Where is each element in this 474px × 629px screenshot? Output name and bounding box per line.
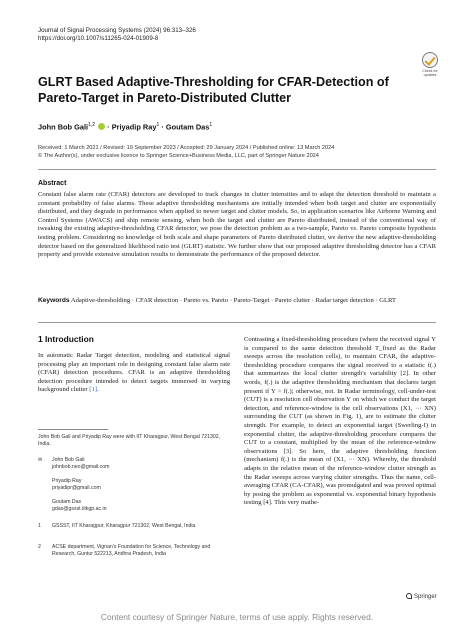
email-icon: ✉ (38, 457, 43, 463)
contact-email[interactable]: gdas@gssst.iitkgp.ac.in (52, 506, 107, 512)
intro-right-column (244, 336, 436, 508)
abstract-text: Constant false alarm rate (CFAR) detectors are developed to track changes in clutter intensities and to adapt the detection threshold to maintain a constant probability of false alarms. These adaptive thresholding mechanisms are initially intended when both target and clutter are exponentially distributed, and they degrade in performance when applied to newer target and clutter models. So, in application scenarios like Airborne Warning and Control Systems (AWACS) and ship remote sensing, when both the target and clutter are Pareto distributed, instead of the conventional way of tweaking the existing adaptive-thresholding CFAR detector, we pose the detection problem as a two-sample, Pareto vs. Pareto composite hypothesis testing problem. Considering no knowledge of both scale and shape parameters of Pareto distributed clutter, we derive the new adaptive-thresholding detector based on the generalized likelihood ratio test (GLRT) statistic. We further show that our proposed adaptive thresholding detector has a CFAR property and provide extensive simulation results to demonstrate the performance of the proposed detector. (38, 191, 436, 259)
contact-name: Goutam Das (52, 499, 82, 505)
divider (38, 322, 436, 323)
check-for-updates-icon (422, 52, 438, 68)
contact-block (38, 478, 234, 492)
author-name[interactable]: Goutam Das (165, 122, 210, 132)
author-name[interactable]: Priyadip Ray (111, 122, 157, 132)
keywords (38, 297, 436, 306)
paper-title: GLRT Based Adaptive-Thresholding for CFAR-Detection of Pareto-Target in Pareto-Distributed Clutter (38, 75, 389, 105)
publisher-name: Springer (414, 594, 437, 600)
journal-header (38, 27, 196, 43)
orcid-icon[interactable] (98, 123, 105, 130)
section-heading: 1 Introduction (38, 334, 94, 344)
author-name[interactable]: John Bob Gali (38, 122, 89, 132)
affiliation-1 (38, 523, 234, 530)
correspondence-block (38, 457, 234, 471)
affiliation-number: 1 (38, 523, 41, 529)
journal-citation: Journal of Signal Processing Systems (2024) 96:313–326 (38, 27, 196, 34)
affiliation-2 (38, 544, 234, 558)
author-separator: · (161, 122, 164, 132)
contact-name: Priyadip Ray (52, 478, 82, 484)
check-for-updates-badge[interactable] (418, 52, 442, 77)
contact-name: John Bob Gali (52, 457, 85, 463)
affiliation-text: ACSE department, Vignan's Foundation for Science, Technology and Research, Guntur 522213, Andhra Pradesh, India (52, 544, 211, 557)
divider (38, 169, 436, 170)
footnote-text: John Bob Gali and Priyadip Ray were with IIT Kharagpur, West Bengal 721302, India. (38, 434, 221, 447)
abstract-heading: Abstract (38, 180, 67, 187)
author-separator: · (107, 122, 110, 132)
footnote-note (38, 434, 234, 448)
publication-history (38, 145, 334, 160)
contact-email[interactable]: johnbob.neo@gmail.com (52, 464, 110, 470)
intro-left-column (38, 352, 230, 395)
intro-paragraph-end: . (96, 386, 99, 394)
citation-link[interactable]: [1] (89, 386, 97, 394)
intro-paragraph: In automatic Radar Target detection, modeling and statistical signal processing play an important role in designing constant false alarm rate (CFAR) detection procedures. CFAR is an adaptive thresholding detection procedure intended to detect targets immersed in varying background clutter (38, 352, 230, 394)
author-affiliation-mark: 1,2 (88, 122, 96, 128)
springer-horse-icon (406, 593, 412, 599)
keywords-label: Keywords (38, 297, 70, 304)
check-for-updates-label: Check for updates (422, 69, 438, 77)
author-list (38, 122, 212, 131)
contact-email[interactable]: priyadipr@gmail.com (52, 485, 101, 491)
keywords-list: Adaptive-thresholding · CFAR detection · Pareto vs. Pareto · Pareto-Target · Pareto clutter · Radar target detection · GLRT (70, 297, 397, 304)
author-affiliation-mark: 1 (156, 122, 160, 128)
publisher-logo (406, 593, 437, 600)
doi-link[interactable]: https://doi.org/10.1007/s11265-024-01909-8 (38, 35, 159, 42)
copyright-line: © The Author(s), under exclusive licence to Springer Science+Business Media, LLC, part of Springer Nature 2024 (38, 152, 319, 159)
dates-line: Received: 1 March 2021 / Revised: 19 September 2023 / Accepted: 29 January 2024 / Published online: 13 March 2024 (38, 145, 335, 151)
author-affiliation-mark: 1 (209, 122, 213, 128)
affiliation-text: GSSST, IIT Kharagpur, Kharagpur 721302, West Bengal, India (52, 523, 196, 529)
affiliation-number: 2 (38, 544, 41, 550)
courtesy-watermark: Content courtesy of Springer Nature, terms of use apply. Rights reserved. (100, 612, 374, 622)
intro-paragraph: Contrasting a fixed-thresholding procedure (where the received signal Y is compared to the same detection threshold T_fixed as the Radar sweeps across the resolution cells), to maintain CFAR, the adaptive-thresholding procedure compares the signal received to a statistic f(.) that summarizes the local clutter strength's variability [2]. In other words, f(.) is the adaptive thresholding mechanism that declares target present if Y > f(.); otherwise, not. In Radar terminology, cell-under-test (CUT) is a resolution cell observation Y on which we conduct the target detection, and reference-window is the cell observations (X1, ··· XN) surrounding the CUT (as shown in Fig. 1), are to estimate the clutter strength. For example, to detect an exponential target (Swerling-I) in exponential clutter, the adaptive-thresholding procedure compares the CUT to a constant, multiplied by the mean of the reference-window observations [3]. So here, the adaptive thresholding function (mechanism) f(.) is the mean of (X1, ··· XN). Whereby, the threshold adapts to the relative mean of the reference-window clutter strength as the Radar sweeps across varying clutter strengths. Thus the name, cell-averaging CFAR (CA-CFAR), was promulgated and was proved optimal by posing the problem as exponential vs. exponential binary hypothesis testing [4]. This very mathe- (244, 336, 436, 507)
contact-block (38, 499, 234, 513)
footnote-divider (38, 429, 108, 430)
